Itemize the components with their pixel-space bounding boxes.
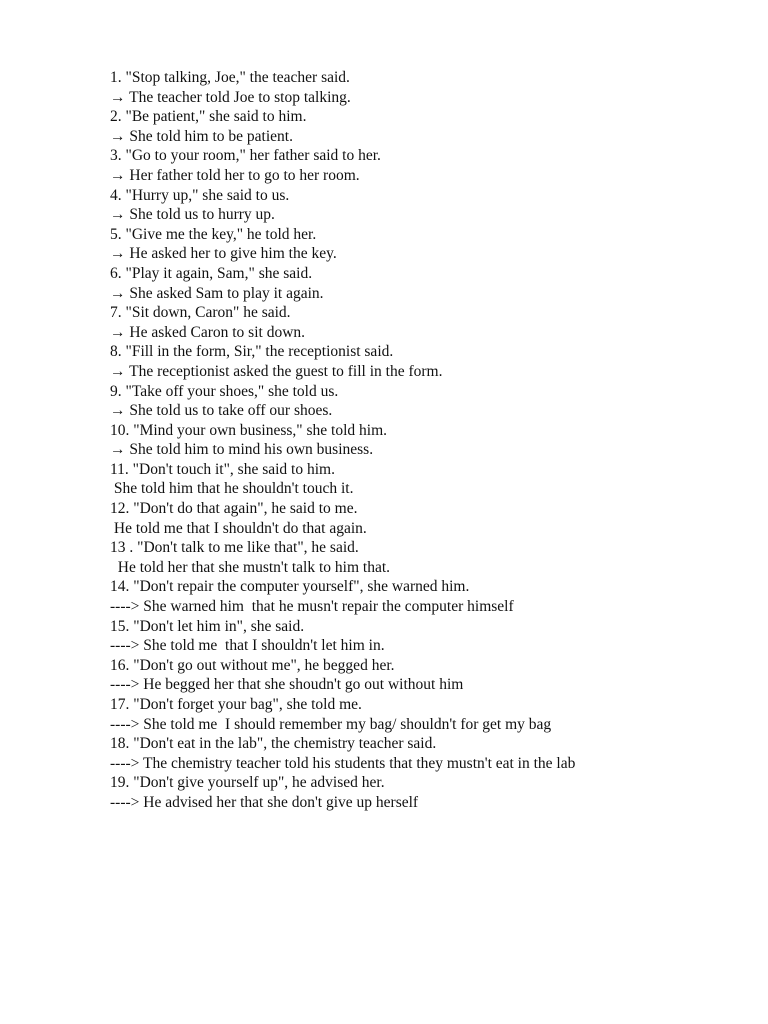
text-line: 12. "Don't do that again", he said to me. <box>110 500 358 518</box>
text-line: ----> The chemistry teacher told his students that they mustn't eat in the lab <box>110 754 576 772</box>
text-line: ----> She warned him that he musn't repair the computer himself <box>110 598 514 616</box>
text-line: 4. "Hurry up," she said to us. <box>110 186 290 204</box>
text-line: → She told him to be patient. <box>110 127 293 145</box>
text-line: → She told us to take off our shoes. <box>110 402 333 420</box>
text-line: 1. "Stop talking, Joe," the teacher said. <box>110 69 350 86</box>
text-line: 15. "Don't let him in", she said. <box>110 617 305 635</box>
text-line: She told him that he shouldn't touch it. <box>110 480 354 498</box>
text-line: → He asked Caron to sit down. <box>110 323 306 341</box>
text-line: 2. "Be patient," she said to him. <box>110 108 307 126</box>
text-line: 14. "Don't repair the computer yourself", she warned him. <box>110 578 470 596</box>
text-line: → She asked Sam to play it again. <box>110 284 324 302</box>
exercise-text <box>110 68 750 813</box>
text-line: 19. "Don't give yourself up", he advised her. <box>110 774 385 792</box>
text-line: 7. "Sit down, Caron" he said. <box>110 304 291 322</box>
text-line: 9. "Take off your shoes," she told us. <box>110 382 339 400</box>
text-line: ----> She told me that I shouldn't let him in. <box>110 637 385 655</box>
text-line: 3. "Go to your room," her father said to her. <box>110 147 381 165</box>
text-line: He told her that she mustn't talk to him that. <box>110 558 391 576</box>
text-line: → She told us to hurry up. <box>110 206 275 224</box>
text-line: 8. "Fill in the form, Sir," the receptionist said. <box>110 343 394 361</box>
text-line: → The teacher told Joe to stop talking. <box>110 88 351 106</box>
text-line: 5. "Give me the key," he told her. <box>110 225 317 243</box>
text-line: → He asked her to give him the key. <box>110 245 337 263</box>
text-line: ----> He begged her that she shoudn't go out without him <box>110 676 464 694</box>
text-line: 18. "Don't eat in the lab", the chemistry teacher said. <box>110 735 437 753</box>
text-line: He told me that I shouldn't do that again. <box>110 519 367 537</box>
text-line: 10. "Mind your own business," she told him. <box>110 421 388 439</box>
text-line: → She told him to mind his own business. <box>110 441 374 459</box>
text-line: → The receptionist asked the guest to fill in the form. <box>110 362 443 380</box>
text-line: → Her father told her to go to her room. <box>110 166 360 184</box>
text-line: 17. "Don't forget your bag", she told me. <box>110 696 362 713</box>
text-line: ----> She told me I should remember my bag/ shouldn't for get my bag <box>110 715 552 733</box>
text-line: 16. "Don't go out without me", he begged her. <box>110 656 395 674</box>
text-line: 11. "Don't touch it", she said to him. <box>110 460 335 478</box>
text-line: 13 . "Don't talk to me like that", he said. <box>110 539 359 557</box>
text-line: ----> He advised her that she don't give up herself <box>110 793 419 811</box>
text-line: 6. "Play it again, Sam," she said. <box>110 264 313 282</box>
